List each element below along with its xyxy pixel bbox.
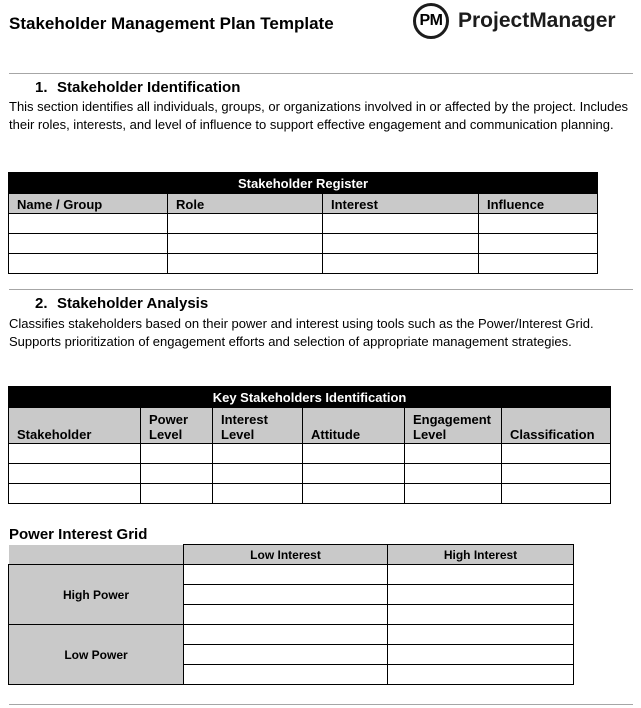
table-title: Stakeholder Register bbox=[9, 173, 598, 194]
table-cell[interactable] bbox=[9, 214, 168, 234]
table-cell[interactable] bbox=[502, 484, 611, 504]
table-row bbox=[9, 625, 574, 645]
table-cell[interactable] bbox=[303, 484, 405, 504]
brand-name: ProjectManager bbox=[458, 9, 616, 32]
table-row bbox=[9, 444, 611, 464]
column-header: Power Level bbox=[141, 408, 213, 444]
table-cell[interactable] bbox=[479, 214, 598, 234]
table-cell[interactable] bbox=[502, 464, 611, 484]
grid-row-header: High Power bbox=[9, 565, 184, 625]
column-header: Role bbox=[168, 194, 323, 214]
table-cell[interactable] bbox=[405, 484, 502, 504]
table-cell[interactable] bbox=[388, 645, 574, 665]
table-cell[interactable] bbox=[184, 585, 388, 605]
column-header: Stakeholder bbox=[9, 408, 141, 444]
column-header: Interest bbox=[323, 194, 479, 214]
table-cell[interactable] bbox=[388, 565, 574, 585]
section-2-description: Classifies stakeholders based on their power and interest using tools such as the Power/Interest Grid. Supports prioritization of engagement efforts and selection of appropriate management strategies. bbox=[9, 316, 594, 349]
table-row bbox=[9, 484, 611, 504]
grid-corner bbox=[9, 545, 184, 565]
table-cell[interactable] bbox=[323, 254, 479, 274]
table-cell[interactable] bbox=[9, 444, 141, 464]
table-cell[interactable] bbox=[213, 444, 303, 464]
table-cell[interactable] bbox=[141, 444, 213, 464]
pm-logo-icon: PM bbox=[413, 3, 449, 39]
table-title: Key Stakeholders Identification bbox=[9, 387, 611, 408]
table-cell[interactable] bbox=[184, 625, 388, 645]
table-cell[interactable] bbox=[141, 464, 213, 484]
column-header: Engagement Level bbox=[405, 408, 502, 444]
divider bbox=[9, 289, 633, 290]
table-cell[interactable] bbox=[388, 665, 574, 685]
table-row bbox=[9, 234, 598, 254]
table-cell[interactable] bbox=[9, 254, 168, 274]
section-1-description: This section identifies all individuals, groups, or organizations involved in or affected by the project. Includes their roles, interests, and level of influence to support effective engagement and communication planning. bbox=[9, 99, 629, 132]
table-cell[interactable] bbox=[184, 645, 388, 665]
table-cell[interactable] bbox=[388, 585, 574, 605]
column-header: Attitude bbox=[303, 408, 405, 444]
stakeholder-register-table bbox=[8, 172, 598, 274]
power-grid-title: Power Interest Grid bbox=[9, 526, 148, 543]
table-cell[interactable] bbox=[213, 464, 303, 484]
section-title: Stakeholder Identification bbox=[57, 79, 241, 96]
table-cell[interactable] bbox=[168, 254, 323, 274]
table-cell[interactable] bbox=[502, 444, 611, 464]
section-1-heading bbox=[35, 79, 240, 96]
table-cell[interactable] bbox=[213, 484, 303, 504]
table-cell[interactable] bbox=[479, 234, 598, 254]
table-cell[interactable] bbox=[323, 234, 479, 254]
brand-logo bbox=[413, 3, 616, 39]
grid-row-header: Low Power bbox=[9, 625, 184, 685]
grid-column-header: High Interest bbox=[388, 545, 574, 565]
table-row bbox=[9, 565, 574, 585]
table-row bbox=[9, 214, 598, 234]
table-cell[interactable] bbox=[141, 484, 213, 504]
table-cell[interactable] bbox=[405, 464, 502, 484]
section-number: 1. bbox=[35, 79, 48, 96]
table-cell[interactable] bbox=[9, 464, 141, 484]
table-cell[interactable] bbox=[479, 254, 598, 274]
section-2-heading bbox=[35, 295, 208, 312]
grid-column-header: Low Interest bbox=[184, 545, 388, 565]
column-header: Classification bbox=[502, 408, 611, 444]
column-header: Name / Group bbox=[9, 194, 168, 214]
table-cell[interactable] bbox=[184, 565, 388, 585]
section-number: 2. bbox=[35, 295, 48, 312]
table-cell[interactable] bbox=[184, 605, 388, 625]
table-cell[interactable] bbox=[388, 605, 574, 625]
table-cell[interactable] bbox=[405, 444, 502, 464]
table-cell[interactable] bbox=[323, 214, 479, 234]
table-cell[interactable] bbox=[303, 464, 405, 484]
table-cell[interactable] bbox=[184, 665, 388, 685]
key-stakeholders-table bbox=[8, 386, 611, 504]
table-cell[interactable] bbox=[168, 214, 323, 234]
table-cell[interactable] bbox=[168, 234, 323, 254]
table-cell[interactable] bbox=[9, 484, 141, 504]
table-cell[interactable] bbox=[303, 444, 405, 464]
section-title: Stakeholder Analysis bbox=[57, 295, 209, 312]
table-cell[interactable] bbox=[388, 625, 574, 645]
page-title: Stakeholder Management Plan Template bbox=[9, 14, 334, 33]
table-row bbox=[9, 254, 598, 274]
divider bbox=[9, 73, 633, 74]
table-cell[interactable] bbox=[9, 234, 168, 254]
divider bbox=[9, 704, 633, 705]
column-header: Influence bbox=[479, 194, 598, 214]
column-header: Interest Level bbox=[213, 408, 303, 444]
power-interest-grid bbox=[8, 544, 574, 685]
table-row bbox=[9, 464, 611, 484]
